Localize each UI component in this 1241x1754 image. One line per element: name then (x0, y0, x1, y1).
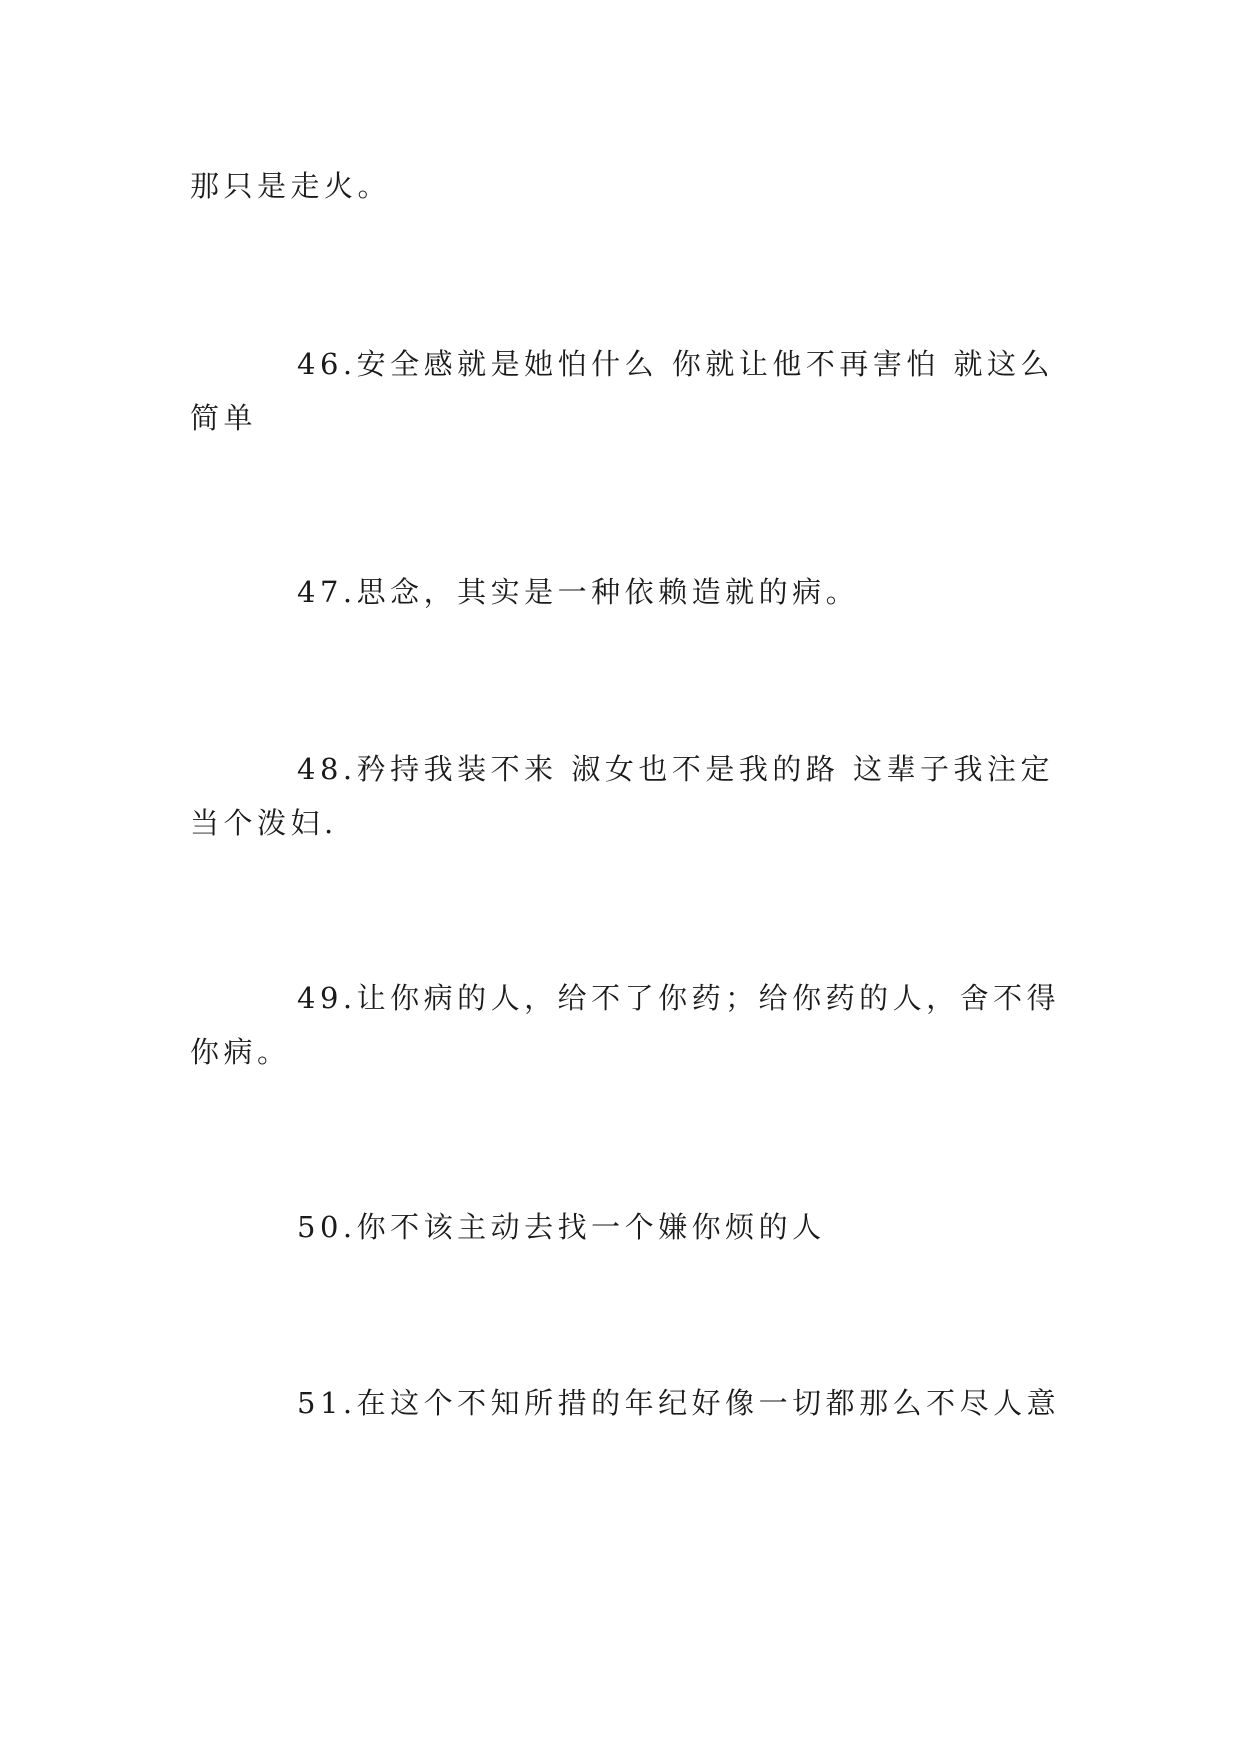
item-51-line-1: 51.在这个不知所措的年纪好像一切都那么不尽人意 (297, 1386, 1061, 1420)
item-47-line-1: 47.思念，其实是一种依赖造就的病。 (297, 575, 860, 609)
continuation-line: 那只是走火。 (190, 169, 392, 203)
item-48-line-2: 当个泼妇. (190, 806, 338, 840)
item-49-line-1: 49.让你病的人，给不了你药；给你药的人，舍不得 (297, 981, 1061, 1015)
item-49-line-2: 你病。 (190, 1035, 291, 1069)
item-48-line-1: 48.矜持我装不来 淑女也不是我的路 这辈子我注定 (297, 752, 1055, 786)
item-46-line-1: 46.安全感就是她怕什么 你就让他不再害怕 就这么 (297, 347, 1055, 381)
item-50-line-1: 50.你不该主动去找一个嫌你烦的人 (297, 1210, 826, 1244)
item-46-line-2: 简单 (190, 401, 258, 435)
